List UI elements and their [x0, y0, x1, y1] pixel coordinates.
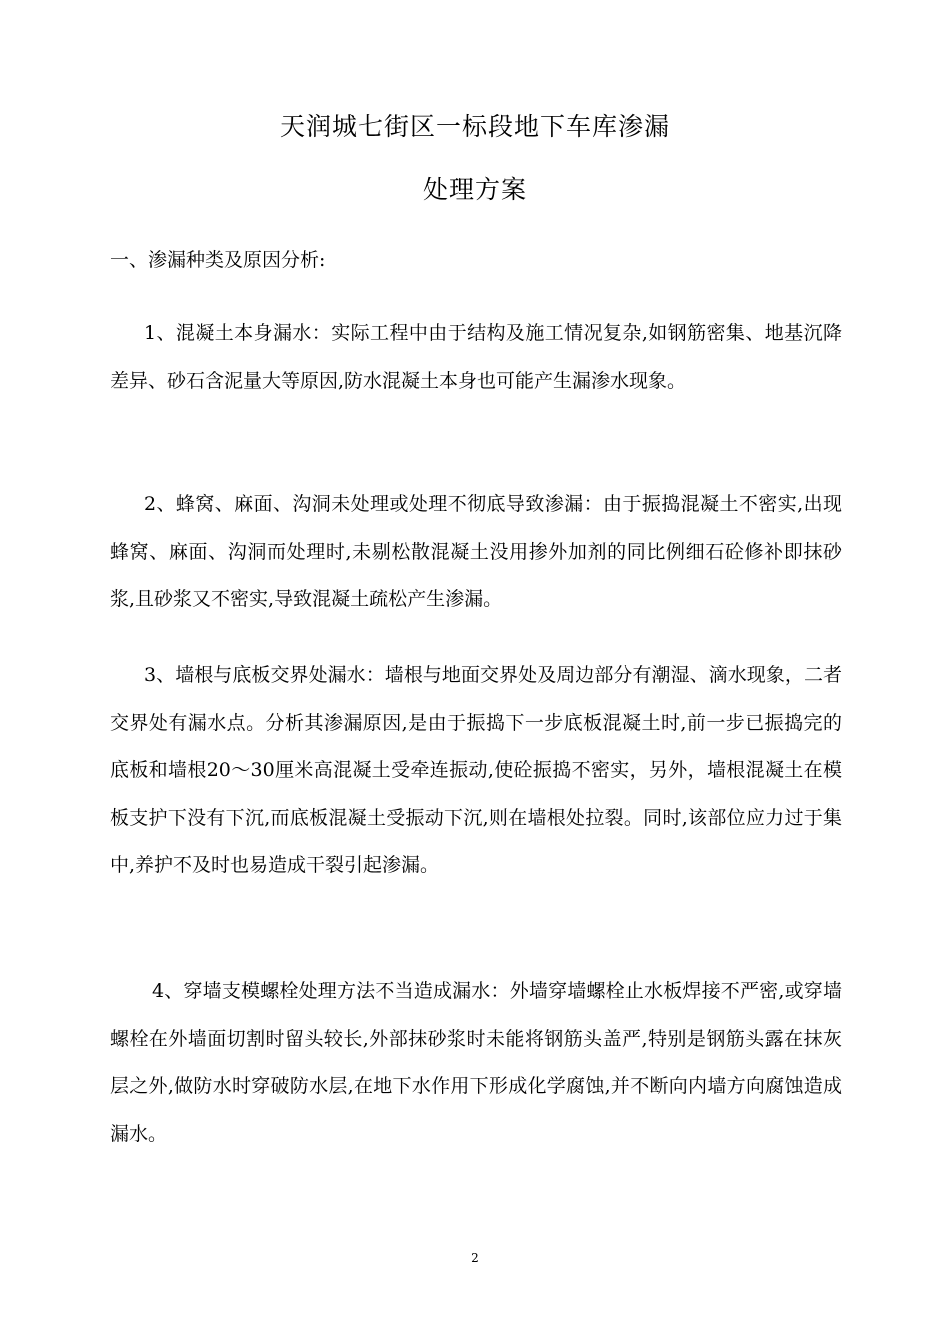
document-title: 天润城七街区一标段地下车库渗漏	[279, 112, 670, 141]
section-heading: 一、渗漏种类及原因分析:	[110, 249, 326, 271]
paragraph-2: 2、蜂窝、麻面、沟洞未处理或处理不彻底导致渗漏：由于振捣混凝土不密实,出现蜂窝、麻面、沟洞而处理时,未剔松散混凝土没用掺外加剂的同比例细石砼修补即抹砂浆,且砂浆又不密实,导致混凝土疏松产生渗漏。	[110, 493, 842, 610]
page-number: 2	[471, 1251, 479, 1265]
paragraph-3: 3、墙根与底板交界处漏水：墙根与地面交界处及周边部分有潮湿、滴水现象，二者交界处有漏水点。分析其渗漏原因,是由于振捣下一步底板混凝土时,前一步已振捣完的底板和墙根20～30厘米高混凝土受牵连振动,使砼振捣不密实，另外，墙根混凝土在模板支护下没有下沉,而底板混凝土受振动下沉,则在墙根处拉裂。同时,该部位应力过于集中,养护不及时也易造成干裂引起渗漏。	[110, 664, 842, 876]
document-subtitle: 处理方案	[422, 175, 527, 204]
paragraph-1: 1、混凝土本身漏水：实际工程中由于结构及施工情况复杂,如钢筋密集、地基沉降差异、砂石含泥量大等原因,防水混凝土本身也可能产生漏渗水现象。	[110, 322, 842, 392]
paragraph-4: 4、穿墙支模螺栓处理方法不当造成漏水：外墙穿墙螺栓止水板焊接不严密,或穿墙螺栓在外墙面切割时留头较长,外部抹砂浆时未能将钢筋头盖严,特别是钢筋头露在抹灰层之外,做防水时穿破防水层,在地下水作用下形成化学腐蚀,并不断向内墙方向腐蚀造成漏水。	[110, 980, 842, 1145]
